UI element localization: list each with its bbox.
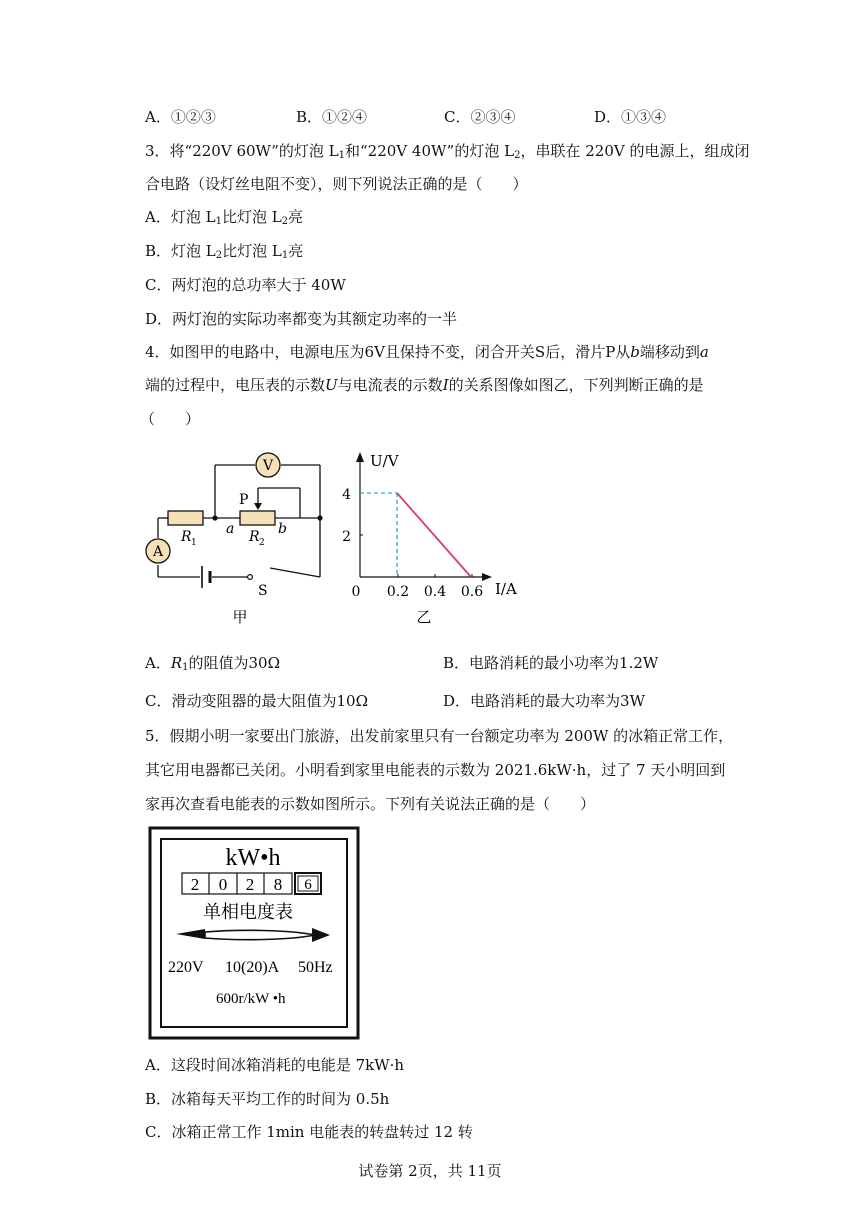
q3-stem-line2: 合电路（设灯丝电阻不变），则下列说法正确的是（ ） — [145, 175, 528, 193]
origin-label: 0 — [351, 584, 361, 600]
x-tick-label: 0.2 — [386, 584, 410, 600]
meter-voltage: 220V — [168, 959, 204, 976]
q4-option-d: D．电路消耗的最大功率为3W — [443, 692, 645, 710]
x-axis-arrow-icon — [482, 573, 492, 581]
y-axis-title: U/V — [370, 452, 399, 470]
meter-frequency: 50Hz — [298, 959, 333, 976]
x-tick-label: 0.4 — [423, 584, 447, 600]
meter-digit: 2 — [245, 875, 255, 894]
y-tick-label: 4 — [342, 487, 351, 503]
page-footer: 试卷第 2页，共 11页 — [358, 1162, 502, 1180]
y-axis-arrow-icon — [356, 452, 364, 462]
x-axis-title: I/A — [495, 580, 517, 598]
q2-option-d: D．①③④ — [594, 108, 667, 126]
meter-decimal-digit: 6 — [304, 877, 312, 893]
resistor-r2 — [240, 511, 275, 525]
circuit-caption: 甲 — [232, 608, 248, 626]
r2-subscript: 2 — [259, 538, 265, 548]
circuit-diagram — [140, 445, 340, 630]
meter-revolutions: 600r/kW •h — [216, 991, 286, 1007]
ammeter-label: A — [152, 544, 164, 560]
q3-option-c: C．两灯泡的总功率大于 40W — [145, 276, 346, 294]
q4-stem-line2: 端的过程中，电压表的示数U与电流表的示数I的关系图像如图乙，下列判断正确的是 — [145, 376, 704, 394]
u-i-graph — [340, 445, 530, 630]
switch-contact — [248, 575, 253, 580]
q5-option-b: B．冰箱每天平均工作的时间为 0.5h — [145, 1090, 390, 1108]
junction-node — [212, 515, 217, 520]
resistor-r1 — [168, 511, 203, 525]
voltmeter-label: V — [262, 458, 274, 474]
energy-meter — [148, 826, 360, 1040]
meter-name: 单相电度表 — [203, 902, 293, 923]
q2-option-a: A．①②③ — [145, 108, 216, 126]
q5-stem-line2: 其它用电器都已关闭。小明看到家里电能表的示数为 2021.6kW·h，过了 7 天小明回到 — [145, 761, 726, 779]
graph-caption: 乙 — [416, 608, 432, 626]
meter-digit: 2 — [190, 875, 200, 894]
meter-unit: kW•h — [225, 845, 281, 871]
q2-option-c: C．②③④ — [444, 108, 516, 126]
q4-stem-line3: （ ） — [140, 410, 201, 428]
q4-option-b: B．电路消耗的最小功率为1.2W — [443, 654, 659, 672]
junction-node — [317, 515, 322, 520]
meter-digit: 8 — [273, 875, 283, 894]
slider-label: P — [239, 492, 249, 508]
q3-stem-line1: 3．将“220V 60W”的灯泡 $L_1$和“220V 40W”的灯泡 $L_2$，串联在 220V 的电源上，组成闭 — [145, 142, 750, 161]
q3-option-d: D．两灯泡的实际功率都变为其额定功率的一半 — [145, 310, 458, 328]
r1-label: R — [181, 529, 192, 545]
x-tick-label: 0.6 — [460, 584, 484, 600]
switch-label: S — [258, 583, 268, 599]
q5-stem-line3: 家再次查看电能表的示数如图所示。下列有关说法正确的是（ ） — [145, 795, 596, 813]
meter-current: 10(20)A — [225, 959, 280, 976]
end-b-label: b — [278, 521, 287, 537]
q4-option-c: C．滑动变阻器的最大阻值为10Ω — [145, 692, 369, 710]
q5-stem-line1: 5．假期小明一家要出门旅游，出发前家里只有一台额定功率为 200W 的冰箱正常工作， — [145, 727, 734, 745]
r1-subscript: 1 — [191, 538, 197, 548]
q5-option-c: C．冰箱正常工作 1min 电能表的转盘转过 12 转 — [145, 1123, 473, 1141]
q3-option-b: B．灯泡 $L_2$比灯泡 $L_1$亮 — [145, 242, 304, 261]
q2-option-b: B．①②④ — [296, 108, 368, 126]
y-tick-label: 2 — [342, 529, 351, 545]
r2-label: R — [249, 529, 260, 545]
q5-option-a: A．这段时间冰箱消耗的电能是 7kW·h — [145, 1056, 405, 1074]
slider-arrow-icon — [254, 503, 262, 510]
q4-stem-line1: 4．如图甲的电路中，电源电压为6V且保持不变，闭合开关S后，滑片P从b端移动到a — [145, 343, 709, 361]
q4-option-a: A．$R_1$的阻值为30Ω — [145, 654, 281, 673]
meter-digit: 0 — [218, 875, 228, 894]
end-a-label: a — [226, 521, 235, 537]
q3-option-a: A．灯泡 $L_1$比灯泡 $L_2$亮 — [145, 208, 304, 227]
series-line — [397, 493, 471, 577]
